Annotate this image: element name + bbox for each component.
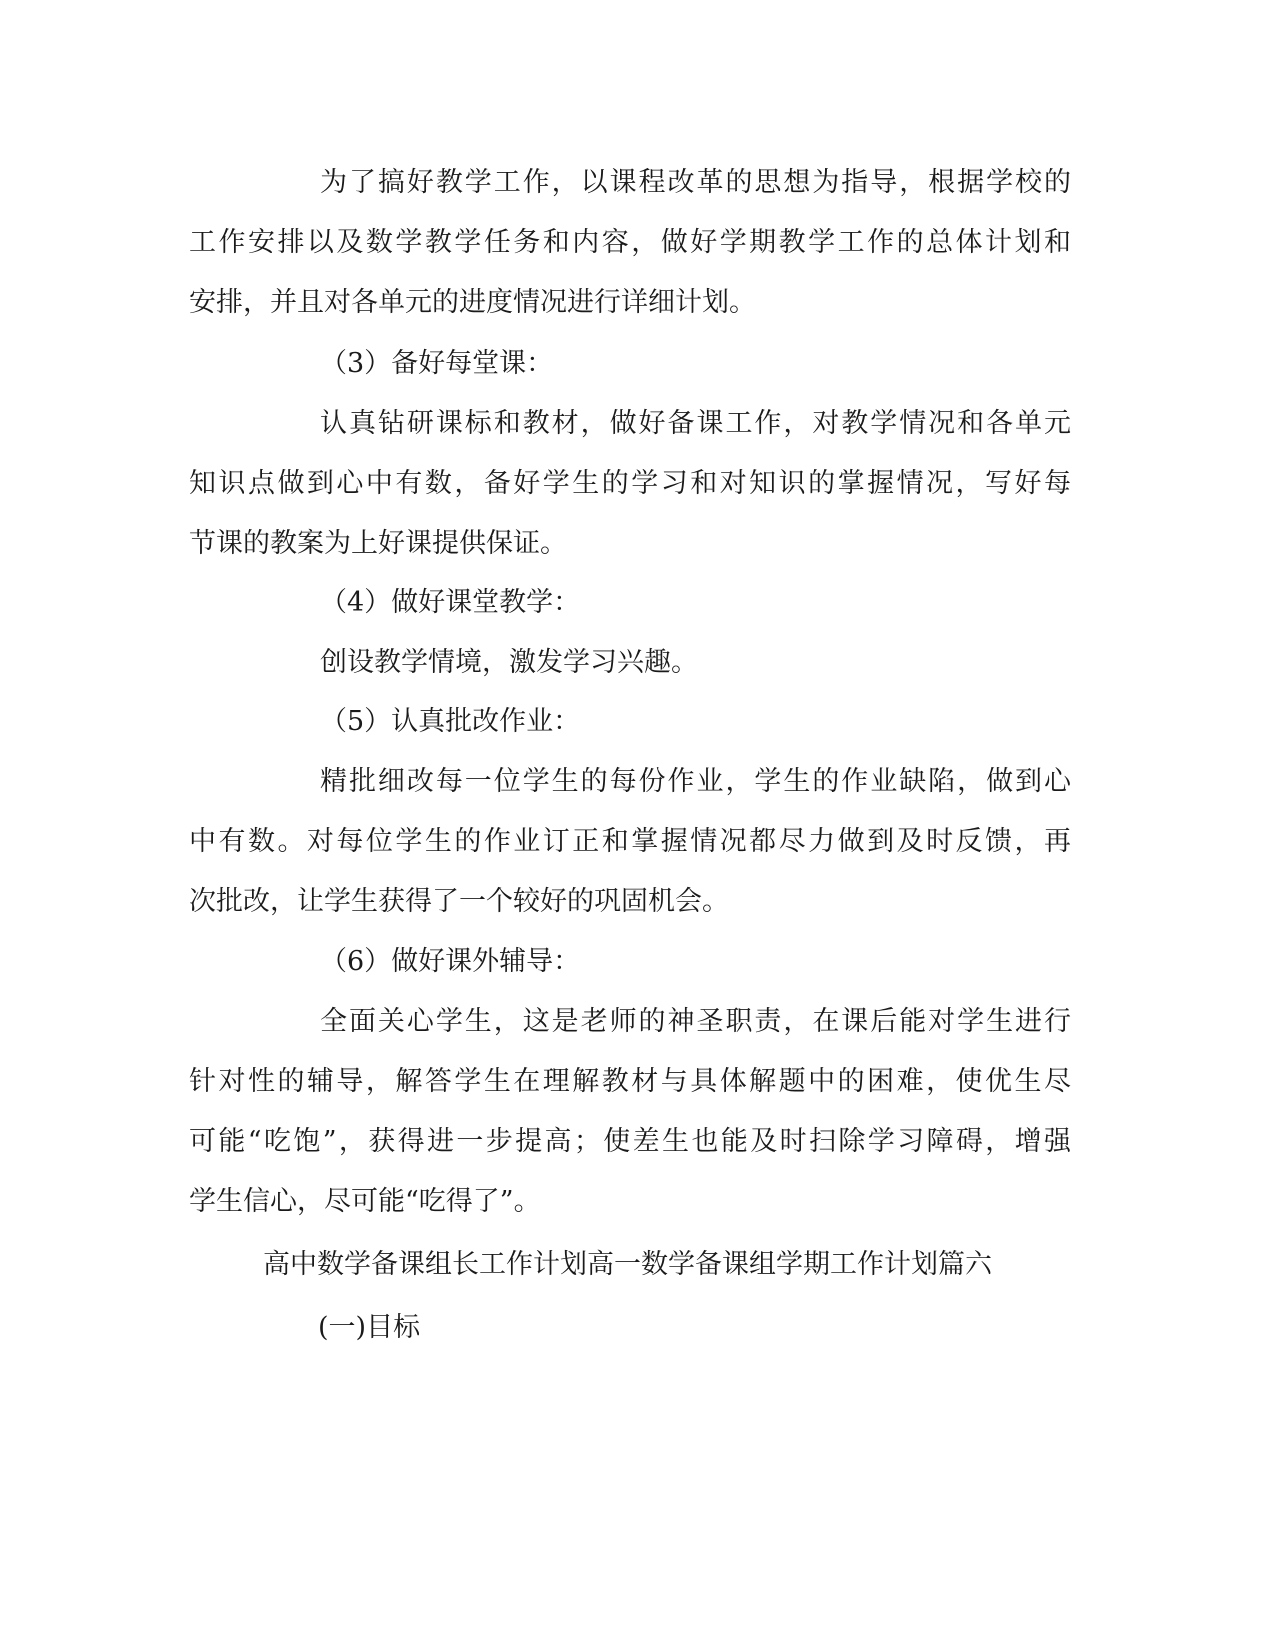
paragraph-line: 工作安排以及数学教学任务和内容，做好学期教学工作的总体计划和: [189, 227, 1071, 258]
section-heading: (一)目标: [318, 1312, 421, 1343]
paragraph-line: 精批细改每一位学生的每份作业，学生的作业缺陷，做到心: [320, 766, 1071, 797]
paragraph-line: 次批改，让学生获得了一个较好的巩固机会。: [189, 886, 729, 917]
section-heading: （6）做好课外辅导：: [320, 946, 581, 977]
section-heading: （5）认真批改作业：: [320, 706, 581, 737]
paragraph-line: 安排，并且对各单元的进度情况进行详细计划。: [189, 287, 756, 318]
paragraph-line: 全面关心学生，这是老师的神圣职责，在课后能对学生进行: [320, 1006, 1071, 1037]
section-heading: （3）备好每堂课：: [320, 348, 554, 379]
paragraph-line: 创设教学情境，激发学习兴趣。: [320, 647, 698, 678]
paragraph-line: 认真钻研课标和教材，做好备课工作，对教学情况和各单元: [320, 408, 1071, 439]
paragraph-line: 针对性的辅导，解答学生在理解教材与具体解题中的困难，使优生尽: [189, 1066, 1071, 1097]
paragraph-line: 节课的教案为上好课提供保证。: [189, 528, 567, 559]
paragraph-line: 为了搞好教学工作，以课程改革的思想为指导，根据学校的: [320, 167, 1071, 198]
paragraph-line: 中有数。对每位学生的作业订正和掌握情况都尽力做到及时反馈，再: [189, 826, 1071, 857]
article-title: 高中数学备课组长工作计划高一数学备课组学期工作计划篇六: [263, 1249, 992, 1280]
section-heading: （4）做好课堂教学：: [320, 587, 581, 618]
paragraph-line: 学生信心，尽可能“吃得了”。: [189, 1186, 541, 1217]
paragraph-line: 知识点做到心中有数，备好学生的学习和对知识的掌握情况，写好每: [189, 468, 1071, 499]
paragraph-line: 可能“吃饱”，获得进一步提高；使差生也能及时扫除学习障碍，增强: [189, 1126, 1071, 1157]
